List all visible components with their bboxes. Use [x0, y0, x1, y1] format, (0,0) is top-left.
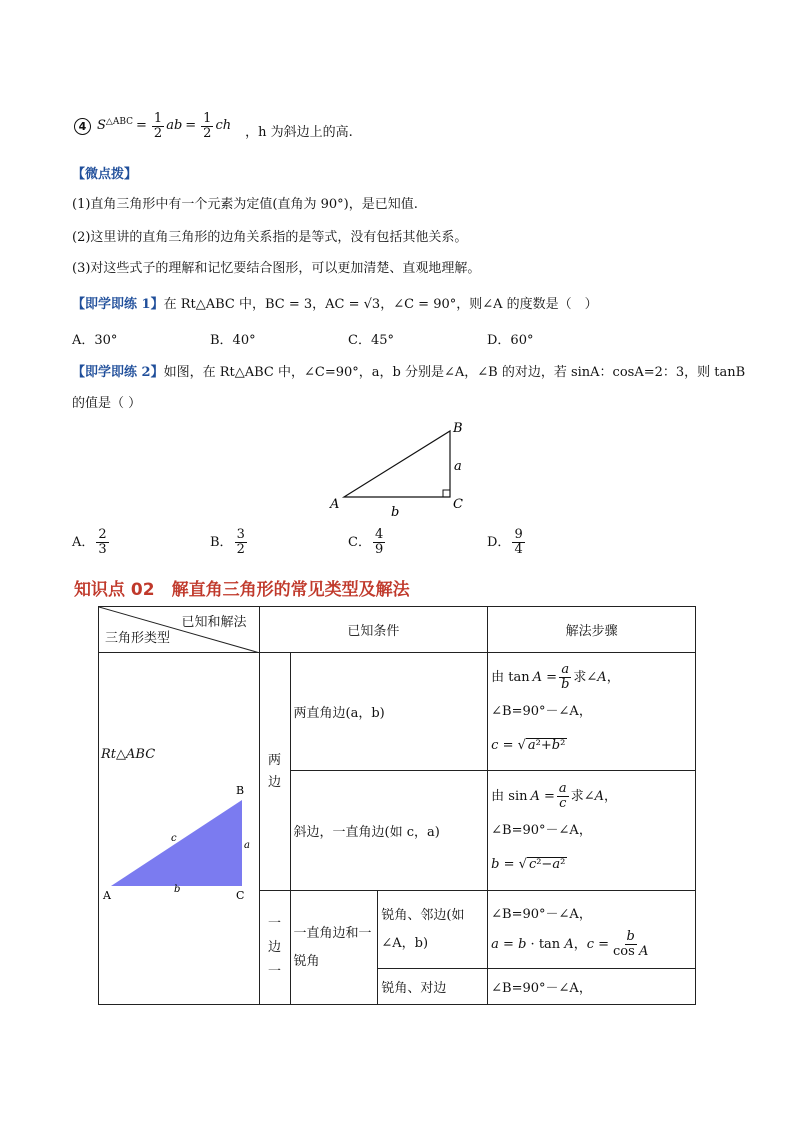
row3a-step-2: a = b · tan A ， c = $\frac{b}{\text{cos A}}$ — [491, 929, 649, 959]
row3b-subcondition: 锐角、对边 — [378, 969, 488, 1005]
ab-term: ab — [166, 118, 183, 133]
side-a-label: a — [454, 459, 462, 474]
ex2-option-b[interactable]: B． $\frac{3}{2}$ — [210, 527, 245, 557]
half-fraction-2: $\frac{1}{2}$ — [203, 110, 212, 141]
area-subscript: △ABC — [105, 116, 133, 127]
side-b-label: b — [391, 505, 400, 520]
tri-side-b: b — [174, 884, 181, 895]
row2-step-3: b = √ c²−a² — [491, 856, 566, 872]
vertex-b-label: B — [453, 421, 463, 436]
row1-step-2: ∠B=90°－∠A， — [491, 703, 592, 719]
tip-item-3: (3)对这些式子的理解和记忆要结合图形，可以更加清楚、直观地理解。 — [72, 261, 481, 276]
exercise-1 — [72, 296, 598, 314]
height-note: ，h 为斜边上的高. — [245, 125, 353, 140]
tri-vertex-c: C — [236, 889, 245, 902]
row2-steps — [488, 771, 696, 891]
tri-vertex-a: A — [103, 889, 111, 902]
row1-step-3: c = √ a²+b² — [491, 737, 566, 753]
row1-condition: 两直角边(a，b) — [290, 653, 488, 771]
area-symbol: S — [97, 118, 106, 133]
equals-sign-2: = — [185, 118, 197, 133]
ex2-option-c[interactable]: C． $\frac{4}{9}$ — [348, 527, 384, 557]
triangle-type-cell — [99, 653, 260, 1005]
header-solution-steps: 解法步骤 — [488, 607, 696, 653]
section-heading: 知识点 02 解直角三角形的常见类型及解法 — [74, 580, 410, 600]
ex2-option-d[interactable]: D． $\frac{9}{4}$ — [487, 527, 523, 557]
triangle-outline — [344, 431, 450, 497]
vertex-a-label: A — [330, 497, 340, 512]
exercise-2-tag: 【即学即练 2】 — [72, 365, 164, 380]
equals-sign: = — [136, 118, 147, 133]
tip-item-2: (2)这里讲的直角三角形的边角关系指的是等式，没有包括其他关系。 — [72, 230, 468, 245]
ex1-option-c[interactable]: C．45° — [348, 333, 394, 348]
diag-bottom-label: 三角形类型 — [105, 631, 171, 646]
circled-number-4: 4 — [74, 118, 91, 135]
tip-item-1: (1)直角三角形中有一个元素为定值(直角为 90°)，是已知值. — [72, 197, 418, 212]
row2-step-1: 由 sin A = $\frac{a}{c}$ 求∠ A ， — [491, 781, 617, 811]
tri-vertex-b: B — [236, 784, 245, 797]
tri-side-c: c — [171, 833, 177, 844]
ch-term: ch — [215, 118, 232, 133]
solution-types-table — [98, 606, 696, 1005]
row1-steps — [488, 653, 696, 771]
ex1-option-b[interactable]: B．40° — [210, 333, 256, 348]
row3a-steps — [488, 891, 696, 969]
header-known-conditions: 已知条件 — [259, 607, 488, 653]
group-one-side: 一边一 — [259, 891, 290, 1005]
tip-title: 【微点拨】 — [72, 167, 138, 182]
area-formula — [97, 112, 231, 141]
ex1-option-d[interactable]: D．60° — [487, 333, 534, 348]
row3a-step-1: ∠B=90°－∠A， — [491, 906, 592, 922]
exercise-2-stem: 如图，在 Rt△ABC 中，∠C=90°，a，b 分别是∠A，∠B 的对边，若 sinA：cosA=2：3，则 tanB — [163, 365, 746, 380]
row3a-subcondition: 锐角、邻边(如∠A，b) — [378, 891, 488, 969]
row3b-steps — [488, 969, 696, 1005]
exercise-1-tag: 【即学即练 1】 — [72, 297, 164, 312]
group-two-sides: 两边 — [259, 653, 290, 891]
exercise-2 — [72, 364, 745, 382]
row3b-step-1: ∠B=90°－∠A， — [491, 981, 592, 996]
row2-condition: 斜边，一直角边(如 c，a) — [290, 771, 488, 891]
filled-right-triangle — [99, 783, 260, 905]
vertex-c-label: C — [453, 497, 463, 512]
row1-step-1: 由 tan A = $\frac{a}{b}$ 求∠ A ， — [491, 662, 620, 692]
half-fraction-1: $\frac{1}{2}$ — [153, 110, 163, 141]
exercise-2-triangle-figure — [326, 418, 476, 522]
tri-side-a: a — [244, 840, 250, 851]
ex2-option-a[interactable]: A． $\frac{2}{3}$ — [72, 527, 107, 557]
exercise-2-stem-cont: 的值是（ ） — [72, 396, 142, 411]
diagonal-header-cell — [99, 607, 260, 653]
rt-abc-label: Rt△ABC — [101, 747, 156, 762]
ex1-option-a[interactable]: A．30° — [72, 333, 118, 348]
row2-step-2: ∠B=90°－∠A， — [491, 822, 592, 838]
row3-condition: 一直角边和一锐角 — [290, 891, 378, 1005]
diag-top-label: 已知和解法 — [181, 615, 247, 630]
formula-4-line — [74, 106, 353, 146]
right-angle-mark — [443, 490, 450, 497]
exercise-1-stem: 在 Rt△ABC 中，BC = 3，AC = √3，∠C = 90°，则∠A 的度数是（ ） — [163, 297, 598, 312]
